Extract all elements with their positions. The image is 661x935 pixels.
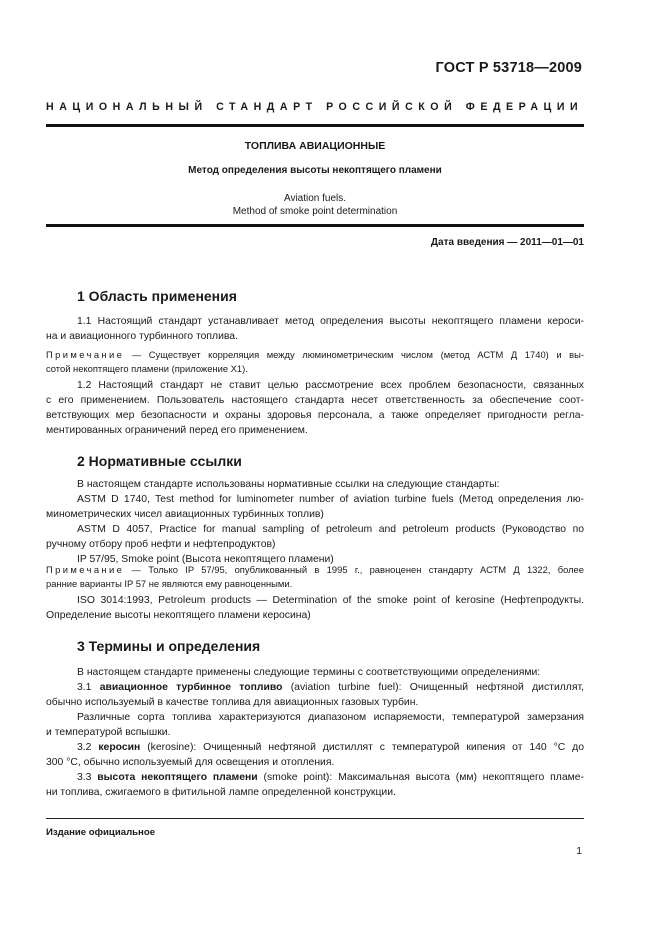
text-line: ментированных ограничений перед его применением.	[46, 425, 308, 436]
english-title-line-2: Method of smoke point determination	[232, 206, 398, 217]
term-aviation-turbine-fuel: авиационное турбинное топливо	[99, 682, 283, 693]
note-label: Примечание	[46, 349, 125, 360]
text-line: (smoke point): Максимальная высота (мм) некоптящего пламе-	[257, 772, 584, 783]
introduction-date: Дата введения — 2011—01—01	[430, 237, 584, 248]
document-title: ТОПЛИВА АВИАЦИОННЫЕ	[244, 140, 386, 152]
section-1-note	[46, 348, 584, 375]
section-1-heading: 1 Область применения	[77, 288, 237, 304]
text-line: (aviation turbine fuel): Очищенный нефтяной дистиллят,	[282, 682, 584, 693]
text-line: ранние варианты IP 57 не являются ему равноценными.	[46, 577, 293, 589]
section-3-body	[46, 665, 584, 800]
reference-item: ASTM D 1740, Test method for luminometer number of aviation turbine fuels (Метод определения лю-	[77, 494, 584, 505]
text-line: минометрических чисел авиационных турбинных топлив)	[46, 509, 324, 520]
text-line: Определение высоты некоптящего пламени керосина)	[46, 610, 311, 621]
text-line: — Существует корреляция между люминометрическим числом (метод АСТМ Д 1740) и вы-	[124, 349, 584, 360]
text-line: с его применением. Пользователь настоящего стандарта несет ответственность за обеспечение соот-	[46, 395, 584, 406]
section-2-heading: 2 Нормативные ссылки	[77, 453, 242, 469]
section-2-body	[46, 477, 584, 567]
text-line: ветствующих мер безопасности и охраны здоровья персонала, а также определяет пригодности регла-	[46, 410, 584, 421]
text-line: В настоящем стандарте применены следующие термины с соответствующими определениями:	[77, 667, 541, 678]
page-number: 1	[576, 846, 582, 857]
term-smoke-point: высота некоптящего пламени	[97, 772, 258, 783]
section-2-note	[46, 563, 584, 590]
section-1-paragraph-1	[46, 314, 584, 344]
document-subtitle: Метод определения высоты некоптящего пламени	[188, 165, 442, 176]
term-number: 3.2	[77, 742, 99, 753]
text-line: 300 °С, обычно используемый для освещения и отопления.	[46, 757, 335, 768]
text-line: обычно используемый в качестве топлива для авиационных газовых турбин.	[46, 697, 419, 708]
text-line: — Только IP 57/95, опубликованный в 1995 г., равноценен стандарту АСТМ Д 1322, более	[124, 564, 584, 575]
gost-number: ГОСТ Р 53718—2009	[435, 60, 582, 76]
term-number: 3.3	[77, 772, 98, 783]
section-1-paragraph-2	[46, 378, 584, 438]
text-line: В настоящем стандарте использованы нормативные ссылки на следующие стандарты:	[77, 479, 500, 490]
text-line: и температурой вспышки.	[46, 727, 171, 738]
reference-item: ISO 3014:1993, Petroleum products — Determination of the smoke point of kerosine (Нефтепродукты.	[77, 595, 584, 606]
title-divider	[46, 224, 584, 227]
term-number: 3.1	[77, 682, 100, 693]
text-line: ни топлива, сжигаемого в фитильной лампе определенной конструкции.	[46, 787, 396, 798]
national-standard-label: НАЦИОНАЛЬНЫЙ СТАНДАРТ РОССИЙСКОЙ ФЕДЕРАЦИИ	[46, 101, 584, 113]
section-3-heading: 3 Термины и определения	[77, 638, 261, 654]
footer-divider	[46, 818, 584, 819]
official-edition-label: Издание официальное	[46, 827, 156, 838]
reference-item: ASTM D 4057, Practice for manual sampling of petroleum and petroleum products (Руководство по	[77, 524, 584, 535]
english-title-line-1: Aviation fuels.	[283, 193, 347, 204]
text-line: ручному отбору проб нефти и нефтепродуктов)	[46, 539, 276, 550]
english-title	[46, 192, 584, 218]
text-line: 1.1 Настоящий стандарт устанавливает метод определения высоты некоптящего пламени кероси-	[77, 316, 584, 327]
text-line: (kerosine): Очищенный нефтяной дистиллят с температурой кипения от 140 °С до	[140, 742, 584, 753]
term-kerosine: керосин	[98, 742, 141, 753]
text-line: 1.2 Настоящий стандарт не ставит целью рассмотрение всех проблем безопасности, связанных	[77, 380, 584, 391]
text-line: Различные сорта топлива характеризуются диапазоном испаряемости, температурой замерзания	[77, 712, 584, 723]
text-line: на и авиационного турбинного топлива.	[46, 331, 238, 342]
text-line: сотой некоптящего пламени (приложение Х1).	[46, 362, 248, 374]
note-label: Примечание	[46, 564, 125, 575]
header-divider	[46, 124, 584, 127]
reference-item: IP 57/95, Smoke point (Высота некоптящего пламени)	[77, 554, 334, 565]
section-2-reference-iso	[46, 593, 584, 623]
